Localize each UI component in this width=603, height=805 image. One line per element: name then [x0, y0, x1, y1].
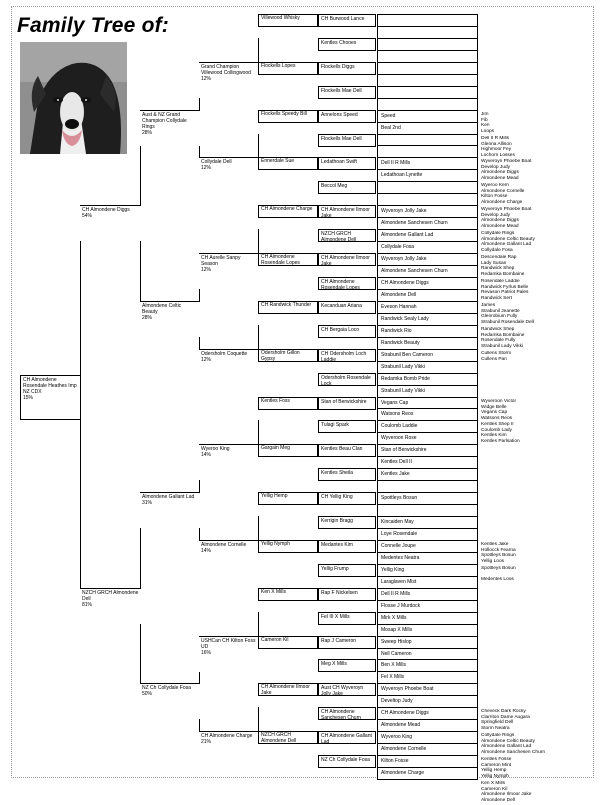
ancestor-cell: NZCH GRCH Almondene Dell — [318, 229, 376, 242]
ancestor-cell: Tulagi Spark — [318, 420, 376, 433]
ancestor-cell: Kentles Jake — [377, 468, 478, 481]
ancestor-cell: Almondene Gallant Lad — [377, 229, 478, 242]
ancestor-cell: Flockells Mae Dell — [318, 134, 376, 147]
ancestor-cell: Kentles Foss — [258, 397, 318, 410]
ancestor-cell: Ben X Mills — [377, 659, 478, 672]
ancestor-cell: Yellig King — [377, 564, 478, 577]
ancestor-cell: Odersholm Coquette 12% — [199, 349, 259, 385]
ancestor-cell: Odersholm Rosendale Lock — [318, 373, 376, 386]
ancestor-cell: Collydale Dell 12% — [199, 157, 259, 193]
ancestor-cell: Gargain Meg — [258, 444, 318, 457]
ancestor-cell: Beal 2nd — [377, 122, 478, 135]
ancestor-cell: Mirk X Mills — [377, 612, 478, 625]
ancestor-cell: Rap J Cameron — [318, 636, 376, 649]
extended-ancestor-note: Ken X Mills Cameron Kil Almondene Ilmoor Jake Almondene Dell — [481, 781, 532, 803]
ancestor-cell: CH Almondene Ilmoor Jake — [318, 253, 376, 266]
extended-ancestor-note: Kentles Fosse Cameron Mint Yellig Hemp Yellig Nymph — [481, 757, 512, 779]
ancestor-cell: Almondene Celtic Beauty 28% — [140, 301, 200, 337]
extended-ancestor-note: James Strabunil Jeanette Glenrobium Fully Strabunil Rosendale Dell — [481, 303, 534, 325]
extended-ancestor-note: Collydale Rings Almondene Celtic Beauty Almondene Gallant Lad Almondene Sanchesen Churn — [481, 733, 546, 755]
ancestor-cell: Medentes Neatra — [377, 552, 478, 565]
ancestor-cell: Wyveroon Rose — [377, 432, 478, 445]
ancestor-cell: Kentles Chooes — [318, 38, 376, 51]
ancestor-cell: Randwick Beauty — [377, 337, 478, 350]
ancestor-cell: Aust CH Wyveroyn Jolly Jake — [318, 683, 376, 696]
ancestor-cell: Randwick Rio — [377, 325, 478, 338]
ancestor-cell: Yellig Frump — [318, 564, 376, 577]
ancestor-cell: Odersholm Gillon Gypsy — [258, 349, 318, 362]
extended-ancestor-note: Descendale Rap Lady Susan Randwick Shep Redamka Bombaine — [481, 255, 525, 277]
ancestor-cell: CH Almondene Diggs — [377, 707, 478, 720]
ancestor-cell: Kentles Dell II — [377, 456, 478, 469]
ancestor-cell: CH Almondene Sanchesen Churn — [318, 707, 376, 720]
ancestor-cell: Kincaiden May — [377, 516, 478, 529]
ancestor-cell: CH Burwood Lance — [318, 14, 376, 27]
ancestor-cell: Fel X Mills — [377, 671, 478, 684]
ancestor-cell: CH Randwick Thunder — [258, 301, 318, 314]
ancestor-cell: Almondene Cornelle — [377, 743, 478, 756]
extended-ancestor-note: Dell II R Mills Glenna Allison Highmoor Fey Lochorn Losses — [481, 136, 515, 158]
ancestor-cell: Wyveroyn Jolly Jake — [377, 253, 478, 266]
extended-ancestor-note: Kentles Shep II Coulomb Lady Kentles Kim Kentles Parlsation — [481, 422, 520, 444]
extended-ancestor-note: Collydale Rings Almondene Celtic Beauty Almondene Gallant Lad Collydale Fosa — [481, 231, 535, 253]
ancestor-cell: Beccol Meg — [318, 181, 376, 194]
extended-ancestor-note: Wyveroon Victor Widge Belle Vegans Cap Watsons Reos — [481, 399, 517, 421]
ancestor-cell: Wyveroo King — [377, 731, 478, 744]
extended-ancestor-note: Kentles Jake Hollocck Fearna Spottleys Bosun Yellig Loos — [481, 542, 516, 564]
ancestor-cell: Ken X Mills — [258, 588, 318, 601]
ancestor-cell: Yellig Hemp — [258, 492, 318, 505]
ancestor-cell: Flockells Lopes — [258, 62, 318, 75]
ancestor-cell: Ledathoan Lynette — [377, 169, 478, 182]
ancestor-cell: Almondene Sanchesen Churn — [377, 265, 478, 278]
ancestor-cell: Watsons Reos — [377, 408, 478, 421]
ancestor-cell: CH Aurelle Sanpy Season 12% — [199, 253, 259, 289]
ancestor-cell: Collydale Fosa — [377, 241, 478, 254]
ancestor-cell: CH Almondene Charge 21% — [199, 731, 259, 767]
ancestor-cell: Strabunil Ben Cameron — [377, 349, 478, 362]
extended-ancestor-note: Jim Fib Ken Loops — [481, 112, 495, 134]
ancestor-cell: Develtop Judy — [377, 695, 478, 708]
ancestor-cell: NZCH GRCH Almondene Dell — [258, 731, 318, 744]
ancestor-cell: Rap F Nickelsen — [318, 588, 376, 601]
ancestor-cell: Flockells Diggs — [318, 62, 376, 75]
ancestor-cell: Redamka Bomb Pride — [377, 373, 478, 386]
extended-ancestor-note: Randwick Shep Redamka Bombaine Rosendale Fully Strabunil Lady Vikki — [481, 327, 525, 349]
ancestor-cell: Cameron Kil — [258, 636, 318, 649]
ancestor-cell: Flockells Mae Dell — [318, 86, 376, 99]
page-title: Family Tree of: — [17, 14, 169, 37]
ancestor-cell: Fel III X Mills — [318, 612, 376, 625]
ancestor-cell: Loye Rosendale — [377, 528, 478, 541]
ancestor-cell: Medantes Kim — [318, 540, 376, 553]
ancestor-cell: NZ Ch Collydale Fosa 50% — [140, 683, 200, 719]
ancestor-cell: CH Yellig King — [318, 492, 376, 505]
ancestor-cell: Wyeroo King 14% — [199, 444, 259, 480]
ancestor-cell: Annelons Speed — [318, 110, 376, 123]
ancestor-cell: Sweep Hislop — [377, 636, 478, 649]
ancestor-cell: Dell II R Mills — [377, 588, 478, 601]
extended-ancestor-note: Wyveroyn Phoebe Boat Develop Judy Almondene Diggs Almondene Mead — [481, 159, 532, 181]
ancestor-cell: Almondene Cornelle 14% — [199, 540, 259, 576]
ancestor-cell: Spottleys Bosun — [377, 492, 478, 505]
ancestor-cell: Almondene Charge — [377, 767, 478, 780]
ancestor-cell: Dell II R Mills — [377, 157, 478, 170]
ancestor-cell: Ennerdale Sue — [258, 157, 318, 170]
extended-ancestor-note: Spottleys Bosun Medentes Loos — [481, 566, 516, 582]
ancestor-cell: Coulomb Laddie — [377, 420, 478, 433]
ancestor-cell: Vegans Cap — [377, 397, 478, 410]
ancestor-cell: Meg X Mills — [318, 659, 376, 672]
ancestor-cell: CH Almondene Diggs — [377, 277, 478, 290]
extended-ancestor-note: Wyveroyn Phoebe Boat Develop Judy Almondene Diggs Almondene Mead — [481, 207, 532, 229]
ancestor-cell: NZCH GRCH Almondene Dell 81% — [80, 588, 141, 624]
ancestor-cell: CH Almondene Gallant Lad — [318, 731, 376, 744]
ancestor-cell: Villewood Whisky — [258, 14, 318, 27]
ancestor-cell: Kentles Beau Clan — [318, 444, 376, 457]
ancestor-cell: Strabunil Lady Vikki — [377, 385, 478, 398]
ancestor-cell: Ledathoan Swift — [318, 157, 376, 170]
ancestor-cell: Laraglaven Mist — [377, 576, 478, 589]
ancestor-cell: Speed — [377, 110, 478, 123]
ancestor-cell: Aust & NZ Grand Champion Collydale Rings 28% — [140, 110, 200, 146]
ancestor-cell: CH Almondene Diggs 54% — [80, 205, 141, 241]
extended-ancestor-note: Cullens Storm Cullens Pan — [481, 351, 512, 362]
ancestor-cell: Grand Champion Villewood Collingwood 12% — [199, 62, 259, 98]
ancestor-cell: Almondene Mead — [377, 719, 478, 732]
ancestor-cell: Wyveroyn Phoebe Boat — [377, 683, 478, 696]
ancestor-cell: CH Almondene Ilmoor Jake — [318, 205, 376, 218]
subject-cell: CH Almondene Rosendale Heathes Imp NZ CDX 15% — [20, 375, 81, 420]
ancestor-cell: Almondene Sanchesen Churn — [377, 217, 478, 230]
ancestor-cell: Connelle Joupe — [377, 540, 478, 553]
extended-ancestor-note: Wyeroo Kern Almondene Cornelle Kilton Fosse Almondene Charge — [481, 183, 525, 205]
ancestor-cell: Yellig Nymph — [258, 540, 318, 553]
ancestor-cell: Stan of Berwickshire — [377, 444, 478, 457]
ancestor-cell: CH Almondene Charge — [258, 205, 318, 218]
ancestor-cell: Nell Cameron — [377, 648, 478, 661]
ancestor-cell: NZ Ch Collydale Fosa — [318, 755, 376, 768]
extended-ancestor-note: Rosendale Laddie Randwick Fyrlus Belle Revason Patriot Pales Randwick Sert — [481, 279, 529, 301]
ancestor-cell: Almondene Dell — [377, 289, 478, 302]
ancestor-cell: Flosse J Murdock — [377, 600, 478, 613]
ancestor-cell: Strabunil Lady Vikki — [377, 361, 478, 374]
ancestor-cell: CH Odersholm Loch Laddie — [318, 349, 376, 362]
ancestor-cell: CH Bergaia Loco — [318, 325, 376, 338]
ancestor-cell: Kentles Sheila — [318, 468, 376, 481]
ancestor-cell: CH Almondene Rosendale Lopes — [318, 277, 376, 290]
ancestor-cell: Mosap X Mills — [377, 624, 478, 637]
ancestor-cell: Kerrigin Bragg — [318, 516, 376, 529]
ancestor-cell: Almondene Gallant Lad 31% — [140, 492, 200, 528]
ancestor-cell: Eveson Hannah — [377, 301, 478, 314]
ancestor-cell: Kecanduan Ariana — [318, 301, 376, 314]
ancestor-cell: CH Almondene Rosendale Lopes — [258, 253, 318, 266]
ancestor-cell: Randwick Sealy Lady — [377, 313, 478, 326]
dog-photo — [20, 42, 127, 154]
extended-ancestor-note: Cheveck Dark Rocky Clarriton Dame Augara Springfield Dell Storm Neatra — [481, 709, 530, 731]
ancestor-cell: USHCan CH Kilton Foss UD 16% — [199, 636, 259, 672]
ancestor-cell: Stan of Berwickshire — [318, 397, 376, 410]
ancestor-cell: Wyveroyn Jolly Jake — [377, 205, 478, 218]
ancestor-cell: CH Almondene Ilmoor Jake — [258, 683, 318, 696]
ancestor-cell: Kilton Fosse — [377, 755, 478, 768]
ancestor-cell: Flockells Speedy Bill — [258, 110, 318, 123]
